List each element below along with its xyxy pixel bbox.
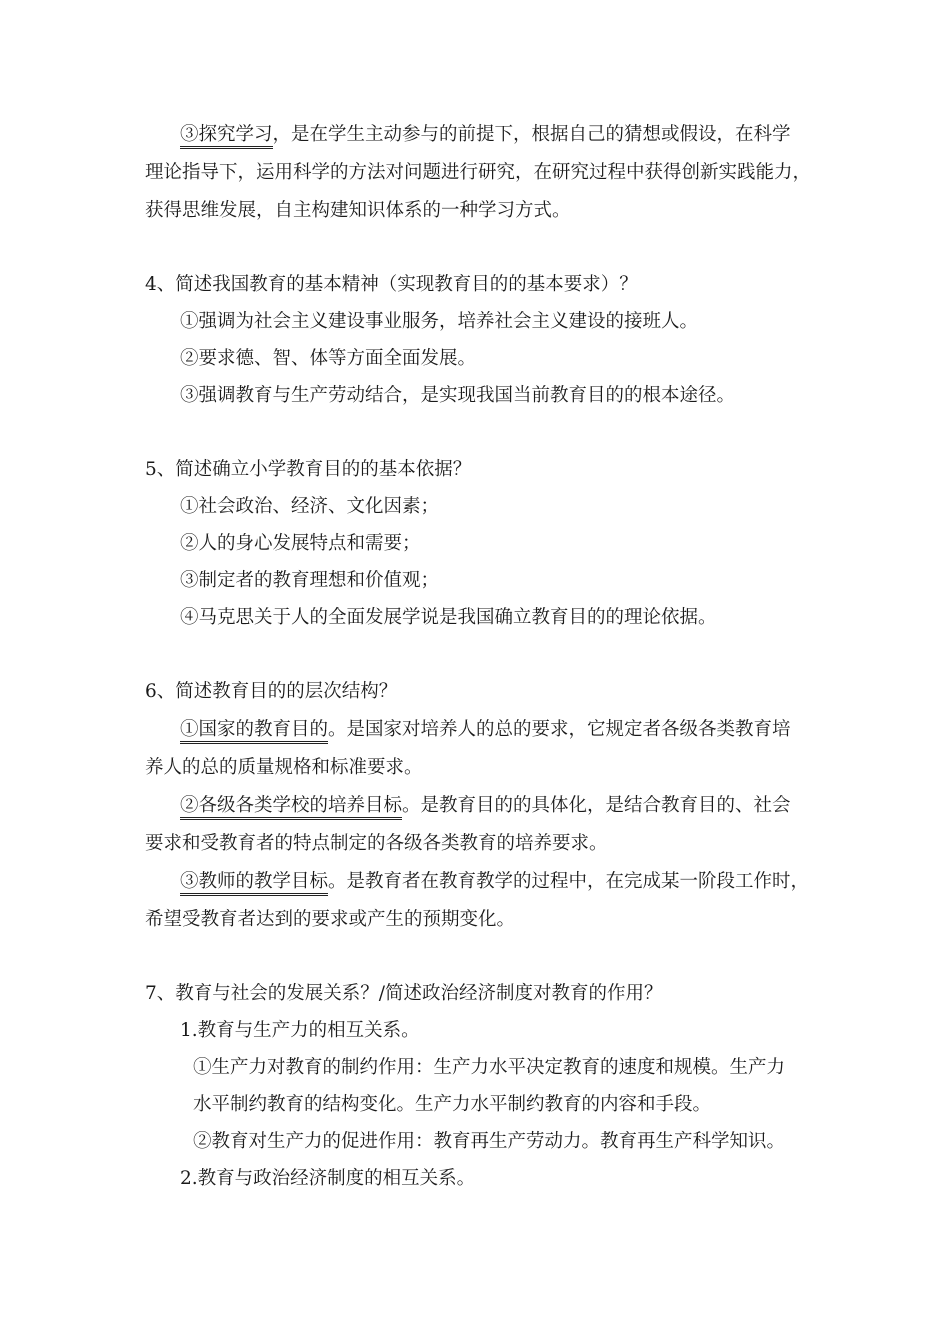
- list-item: ③制定者的教育理想和价值观；: [180, 570, 440, 591]
- list-item: ①社会政治、经济、文化因素；: [180, 496, 440, 517]
- key-term: ③探究学习: [180, 124, 273, 149]
- section-heading: 1.教育与生产力的相互关系。: [180, 1020, 420, 1041]
- paragraph-line: 获得思维发展，自主构建知识体系的一种学习方式。: [145, 200, 571, 221]
- paragraph-text: 。是教育者在教育教学的过程中，在完成某一阶段工作时，: [328, 871, 810, 892]
- list-item: ④马克思关于人的全面发展学说是我国确立教育目的的理论依据。: [180, 607, 717, 628]
- paragraph-line: 理论指导下，运用科学的方法对问题进行研究，在研究过程中获得创新实践能力，: [145, 162, 812, 183]
- list-item: ③强调教育与生产劳动结合，是实现我国当前教育目的的根本途径。: [180, 385, 736, 406]
- paragraph-line: [180, 718, 791, 742]
- list-item: ②人的身心发展特点和需要；: [180, 533, 421, 554]
- question-title: 4、简述我国教育的基本精神（实现教育目的的基本要求）？: [145, 274, 638, 295]
- paragraph-line: 要求和受教育者的特点制定的各级各类教育的培养要求。: [145, 833, 608, 854]
- paragraph-text: ，是在学生主动参与的前提下，根据自己的猜想或假设，在科学: [272, 124, 791, 145]
- paragraph-text: 。是国家对培养人的总的要求，它规定者各级各类教育培: [328, 719, 791, 740]
- paragraph-text: 。是教育目的的具体化，是结合教育目的、社会: [402, 795, 791, 816]
- key-term: ②各级各类学校的培养目标: [180, 795, 402, 820]
- paragraph-line: 水平制约教育的结构变化。生产力水平制约教育的内容和手段。: [193, 1094, 712, 1115]
- paragraph-line: 养人的总的质量规格和标准要求。: [145, 757, 423, 778]
- paragraph-line: [180, 123, 791, 147]
- section-heading: 2.教育与政治经济制度的相互关系。: [180, 1168, 476, 1189]
- question-title: 6、简述教育目的的层次结构？: [145, 681, 398, 702]
- list-item: ②要求德、智、体等方面全面发展。: [180, 348, 477, 369]
- question-title: 7、教育与社会的发展关系？/简述政治经济制度对教育的作用？: [145, 983, 663, 1004]
- key-term: ①国家的教育目的: [180, 719, 328, 744]
- question-title: 5、简述确立小学教育目的的基本依据？: [145, 459, 472, 480]
- paragraph-line: [180, 794, 791, 818]
- list-item: ①强调为社会主义建设事业服务，培养社会主义建设的接班人。: [180, 311, 699, 332]
- paragraph-line: 希望受教育者达到的要求或产生的预期变化。: [145, 909, 516, 930]
- paragraph-line: [180, 870, 809, 894]
- paragraph-line: ①生产力对教育的制约作用：生产力水平决定教育的速度和规模。生产力: [193, 1057, 786, 1078]
- key-term: ③教师的教学目标: [180, 871, 328, 896]
- paragraph-line: ②教育对生产力的促进作用：教育再生产劳动力。教育再生产科学知识。: [193, 1131, 786, 1152]
